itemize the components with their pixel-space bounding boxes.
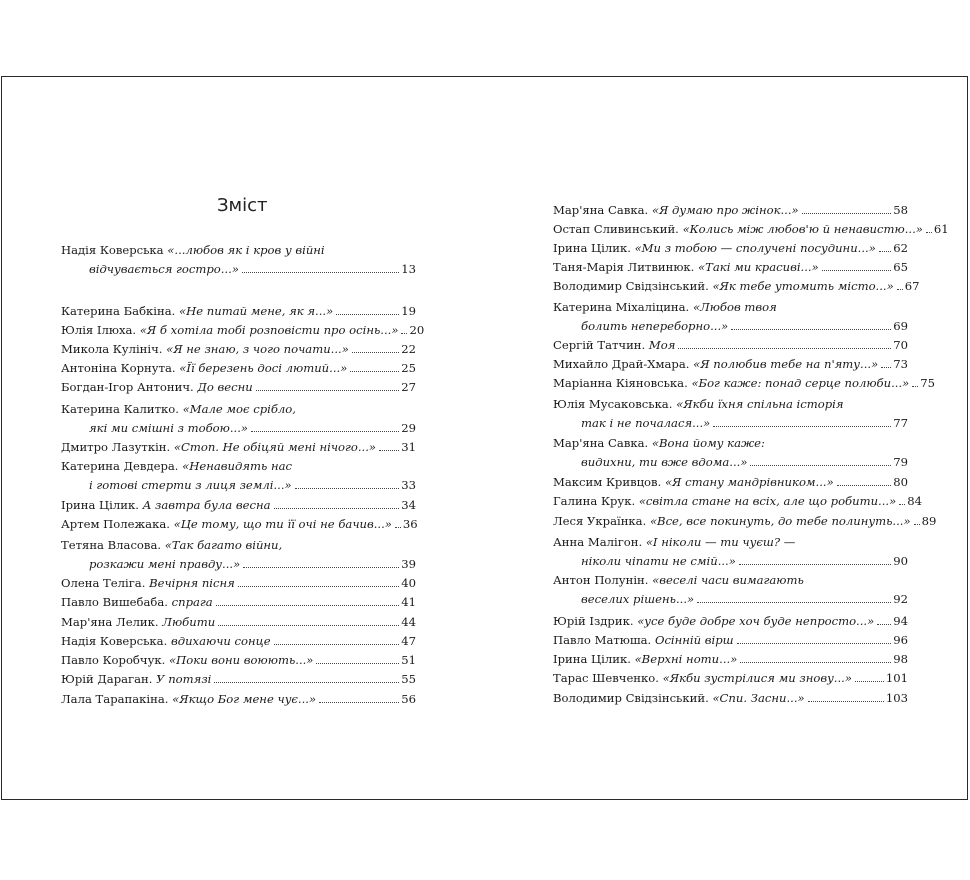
toc-entry (61, 497, 416, 516)
dot-leader (242, 272, 399, 273)
toc-entry-line (553, 356, 908, 375)
toc-page-number: 33 (401, 477, 416, 492)
toc-title: «Бог каже: понад серце полюби...» (691, 376, 910, 390)
toc-entry-line (553, 278, 920, 297)
toc-entry-line (61, 401, 416, 420)
toc-entry-line (61, 439, 416, 458)
toc-page-number: 61 (933, 222, 949, 236)
dot-leader (808, 701, 884, 702)
toc-entry (553, 435, 908, 473)
toc-entry (553, 690, 908, 709)
dot-leader (274, 508, 400, 509)
toc-page-number: 47 (401, 634, 416, 648)
toc-author: Таня-Марія Литвинюк. (553, 260, 695, 274)
toc-entry (61, 341, 416, 360)
toc-entry (553, 474, 908, 493)
toc-entry-line (553, 454, 908, 473)
toc-title: Любити (162, 615, 216, 629)
toc-entry-line (553, 240, 908, 259)
toc-entry-line (553, 613, 908, 632)
toc-entry-line (553, 534, 908, 553)
toc-author: Павло Вишебаба. (61, 595, 168, 609)
toc-entry-line (553, 632, 908, 651)
toc-entry-line (61, 652, 416, 671)
toc-title: «Вона йому каже: (651, 436, 765, 450)
toc-entry-line (61, 614, 416, 633)
toc-page-number: 13 (401, 261, 416, 276)
toc-author: Ірина Цілик. (61, 498, 139, 512)
toc-page-number: 36 (402, 517, 418, 531)
toc-entry (553, 202, 908, 221)
toc-entry-line (553, 670, 908, 689)
toc-title: «Поки вони воюють...» (169, 653, 314, 667)
dot-leader (216, 605, 400, 606)
toc-entry-line (61, 341, 416, 360)
dot-leader (877, 624, 891, 625)
toc-entry-line (553, 318, 908, 337)
toc-title: вдихаючи сонце (170, 634, 271, 648)
toc-page-number: 27 (401, 380, 416, 394)
toc-author: Юлія Ілюха. (61, 323, 137, 337)
toc-entry (61, 516, 416, 535)
toc-entry-line (553, 513, 937, 532)
toc-author: Володимир Свідзінський. (553, 279, 709, 293)
toc-entry-line (553, 375, 935, 394)
toc-title: «Я стану мандрівником...» (664, 475, 834, 489)
toc-page-number: 41 (401, 595, 416, 609)
toc-page-number: 44 (401, 615, 416, 629)
toc-entry-line (61, 458, 416, 477)
toc-author: Мар'яна Лелик. (61, 615, 159, 629)
toc-title: «І ніколи — ти чуєш? — (645, 535, 796, 549)
toc-entry (61, 401, 416, 439)
toc-title: «Такі ми красиві...» (698, 260, 819, 274)
toc-title: До весни (197, 380, 253, 394)
dot-leader (855, 681, 884, 682)
toc-author: Богдан-Ігор Антонич. (61, 380, 194, 394)
toc-title-continued: ніколи чіпати не смій...» (581, 553, 736, 568)
toc-author: Мар'яна Савка. (553, 436, 649, 450)
toc-title: «Ненавидять нас (182, 459, 293, 473)
toc-entry-line (61, 322, 425, 341)
toc-author: Павло Матюша. (553, 633, 652, 647)
toc-author: Леся Українка. (553, 514, 647, 528)
toc-page-number: 79 (893, 454, 908, 469)
toc-entry (61, 360, 416, 379)
toc-title: «Спи. Засни...» (712, 691, 805, 705)
toc-entry (553, 375, 935, 394)
toc-entry (553, 278, 920, 297)
dot-leader (678, 348, 891, 349)
dot-leader (912, 386, 918, 387)
toc-title: «світла стане на всіх, але що робити...» (638, 494, 897, 508)
toc-title: «Любов твоя (692, 300, 777, 314)
toc-page-number: 65 (893, 260, 908, 274)
toc-title: Моя (648, 338, 676, 352)
toc-entry-line (61, 556, 416, 575)
toc-entry (553, 513, 937, 532)
toc-entry-line (61, 516, 416, 535)
toc-entry-line (553, 259, 908, 278)
toc-page-number: 70 (893, 338, 908, 352)
dot-leader (401, 333, 407, 334)
toc-entry (61, 652, 416, 671)
dot-leader (697, 602, 891, 603)
toc-entry-line (553, 202, 908, 221)
toc-title: спрага (171, 595, 213, 609)
toc-entry-line (61, 497, 416, 516)
toc-entry-line (553, 337, 908, 356)
dot-leader (737, 643, 892, 644)
toc-entry (61, 242, 416, 280)
toc-entry (61, 575, 416, 594)
toc-page-number: 25 (401, 361, 416, 375)
toc-author: Мар'яна Савка. (553, 203, 649, 217)
toc-author: Тетяна Власова. (61, 538, 162, 552)
toc-entry (61, 379, 416, 398)
toc-title: Осінній вірш (654, 633, 734, 647)
toc-entry (61, 594, 416, 613)
toc-author: Катерина Калитко. (61, 402, 179, 416)
toc-entry-line (553, 435, 908, 454)
toc-title: «Я б хотіла тобі розповісти про осінь...» (139, 323, 399, 337)
toc-entry (61, 537, 416, 575)
toc-page-number: 103 (885, 691, 908, 705)
toc-entry (553, 493, 922, 512)
toc-entry-line (61, 477, 416, 496)
toc-entry-line (61, 575, 416, 594)
toc-author: Надія Коверська. (61, 634, 168, 648)
toc-entry-line (61, 537, 416, 556)
dot-leader (914, 524, 920, 525)
toc-page-number: 101 (885, 671, 908, 685)
dot-leader (881, 367, 891, 368)
toc-page-number: 96 (893, 633, 908, 647)
dot-leader (750, 465, 891, 466)
toc-author: Михайло Драй-Хмара. (553, 357, 690, 371)
toc-page-number: 90 (893, 553, 908, 568)
dot-leader (802, 213, 892, 214)
toc-page-number: 77 (893, 415, 908, 430)
toc-author: Ірина Цілик. (553, 652, 631, 666)
toc-entry (61, 439, 416, 458)
toc-entry (553, 632, 908, 651)
toc-title: «Так багато війни, (164, 538, 283, 552)
dot-leader (879, 251, 891, 252)
toc-title: «...любов як і кров у війні (167, 243, 325, 257)
toc-title-continued: розкажи мені правду...» (89, 556, 241, 571)
toc-title: «Стоп. Не обіцяй мені нічого...» (173, 440, 377, 454)
toc-author: Катерина Бабкіна. (61, 304, 176, 318)
toc-author: Анна Малігон. (553, 535, 643, 549)
toc-entry-line (61, 379, 416, 398)
toc-entry (61, 303, 416, 322)
dot-leader (214, 682, 399, 683)
toc-author: Антоніна Корнута. (61, 361, 176, 375)
toc-page-number: 94 (893, 614, 908, 628)
toc-title: «Якби зустрілися ми знову...» (662, 671, 852, 685)
toc-entry (553, 259, 908, 278)
toc-entry-line (553, 221, 949, 240)
toc-author: Микола Кулініч. (61, 342, 163, 356)
toc-title-continued: так і не почалася...» (581, 415, 711, 430)
dot-leader (316, 663, 399, 664)
toc-author: Павло Коробчук. (61, 653, 166, 667)
toc-entry (61, 614, 416, 633)
toc-title: «Її березень досі лютий...» (179, 361, 348, 375)
toc-page-number: 92 (893, 591, 908, 606)
toc-title: «Я думаю про жінок...» (651, 203, 799, 217)
toc-entry (553, 221, 949, 240)
toc-author: Галина Крук. (553, 494, 636, 508)
dot-leader (350, 371, 399, 372)
toc-title: «Ми з тобою — сполучені посудини...» (634, 241, 876, 255)
toc-author: Юрій Іздрик. (553, 614, 634, 628)
dot-leader (731, 329, 891, 330)
toc-author: Маріанна Кіяновська. (553, 376, 688, 390)
toc-title-continued: веселих рішень...» (581, 591, 695, 606)
toc-page-number: 62 (893, 241, 908, 255)
toc-title: «Це тому, що ти її очі не бачив...» (173, 517, 392, 531)
toc-entry-line (553, 651, 908, 670)
toc-page-number: 56 (401, 692, 416, 706)
dot-leader (352, 352, 399, 353)
toc-title: «Все, все покинуть, до тебе полинуть...» (649, 514, 911, 528)
dot-leader (243, 567, 399, 568)
toc-author: Катерина Міхаліцина. (553, 300, 690, 314)
toc-author: Юлія Мусаковська. (553, 397, 673, 411)
toc-author: Володимир Свідзінський. (553, 691, 709, 705)
toc-title: У потязі (156, 672, 212, 686)
toc-page-number: 31 (401, 440, 416, 454)
toc-title: Вечірня пісня (149, 576, 235, 590)
toc-title: «веселі часи вимагають (652, 573, 804, 587)
toc-entry-line (553, 553, 908, 572)
toc-author: Антон Полунін. (553, 573, 649, 587)
toc-entry (61, 633, 416, 652)
toc-title: «Не питай мене, як я...» (179, 304, 334, 318)
dot-leader (395, 527, 401, 528)
toc-page-number: 89 (921, 514, 937, 528)
toc-title-continued: відчувається гостро...» (89, 261, 239, 276)
page-title: Зміст (217, 195, 268, 216)
toc-entry-line (61, 691, 416, 710)
toc-entry-line (61, 671, 416, 690)
toc-entry (553, 356, 908, 375)
toc-entry (553, 240, 908, 259)
toc-entry (553, 670, 908, 689)
dot-leader (713, 426, 891, 427)
toc-author: Сергій Татчин. (553, 338, 646, 352)
toc-page-number: 39 (401, 556, 416, 571)
toc-title: «Мале моє срібло, (182, 402, 296, 416)
toc-entry-line (61, 242, 416, 261)
toc-page-number: 98 (893, 652, 908, 666)
toc-page-number: 67 (904, 279, 920, 293)
toc-title: «Колись між любов'ю й ненавистю...» (682, 222, 923, 236)
dot-leader (926, 232, 932, 233)
toc-entry-line (61, 261, 416, 280)
toc-title: «Як тебе утомить місто...» (712, 279, 894, 293)
dot-leader (897, 289, 903, 290)
toc-page-number: 75 (920, 376, 935, 390)
toc-entry (553, 337, 908, 356)
toc-entry (553, 572, 908, 610)
dot-leader (899, 504, 905, 505)
toc-entry-line (61, 303, 416, 322)
toc-entry (61, 671, 416, 690)
toc-page-number: 58 (893, 203, 908, 217)
toc-author: Лала Тарапакіна. (61, 692, 169, 706)
toc-title: «Верхні ноти...» (634, 652, 738, 666)
dot-leader (218, 625, 399, 626)
toc-page-number: 34 (401, 498, 416, 512)
dot-leader (295, 488, 400, 489)
toc-page-number: 29 (401, 420, 416, 435)
toc-entry-line (61, 420, 416, 439)
toc-entry (553, 613, 908, 632)
dot-leader (256, 390, 400, 391)
toc-page-number: 20 (409, 323, 425, 337)
toc-page-number: 22 (401, 342, 416, 356)
toc-title: «Якщо Бог мене чує...» (172, 692, 317, 706)
toc-entry (61, 691, 416, 710)
dot-leader (837, 485, 892, 486)
toc-title-continued: і готові стерти з лиця землі...» (89, 477, 292, 492)
toc-entry-line (553, 474, 908, 493)
toc-title-continued: видихни, ти вже вдома...» (581, 454, 748, 469)
dot-leader (379, 450, 399, 451)
dot-leader (822, 270, 892, 271)
toc-entry-line (553, 572, 908, 591)
toc-title-continued: болить непереборно...» (581, 318, 729, 333)
toc-entry-line (553, 493, 922, 512)
toc-author: Остап Сливинський. (553, 222, 679, 236)
toc-page-number: 84 (907, 494, 922, 508)
toc-title: «Якби їхня спільна історія (676, 397, 844, 411)
toc-page-number: 55 (401, 672, 416, 686)
toc-page-number: 80 (893, 475, 908, 489)
dot-leader (739, 564, 891, 565)
toc-author: Артем Полежака. (61, 517, 170, 531)
toc-title: «усе буде добре хоч буде непросто...» (637, 614, 875, 628)
toc-entry (553, 651, 908, 670)
toc-entry-line (61, 360, 416, 379)
toc-title: «Я не знаю, з чого почати...» (166, 342, 349, 356)
toc-entry-line (553, 690, 908, 709)
toc-page-number: 69 (893, 318, 908, 333)
toc-author: Максим Кривцов. (553, 475, 662, 489)
toc-author: Юрій Дараган. (61, 672, 153, 686)
toc-entry (61, 322, 425, 341)
toc-entry-line (61, 633, 416, 652)
toc-entry-line (553, 396, 908, 415)
toc-page-number: 73 (893, 357, 908, 371)
dot-leader (274, 644, 400, 645)
toc-entry-line (553, 591, 908, 610)
dot-leader (238, 586, 399, 587)
toc-author: Дмитро Лазуткін. (61, 440, 171, 454)
toc-author: Олена Теліга. (61, 576, 146, 590)
toc-entry (61, 458, 416, 496)
toc-title: А завтра була весна (142, 498, 271, 512)
toc-author: Катерина Девдера. (61, 459, 179, 473)
dot-leader (740, 662, 891, 663)
toc-entry (553, 534, 908, 572)
toc-author: Надія Коверська (61, 243, 164, 257)
toc-author: Тарас Шевченко. (553, 671, 659, 685)
toc-entry (553, 299, 908, 337)
toc-page-number: 40 (401, 576, 416, 590)
toc-page-number: 19 (401, 304, 416, 318)
dot-leader (251, 431, 399, 432)
toc-title-continued: які ми смішні з тобою...» (89, 420, 248, 435)
toc-entry-line (61, 594, 416, 613)
dot-leader (336, 314, 399, 315)
toc-entry-line (553, 299, 908, 318)
toc-entry (553, 396, 908, 434)
toc-entry-line (553, 415, 908, 434)
dot-leader (319, 702, 399, 703)
toc-author: Ірина Цілик. (553, 241, 631, 255)
toc-title: «Я полюбив тебе на п'яту...» (693, 357, 879, 371)
toc-page-number: 51 (401, 653, 416, 667)
